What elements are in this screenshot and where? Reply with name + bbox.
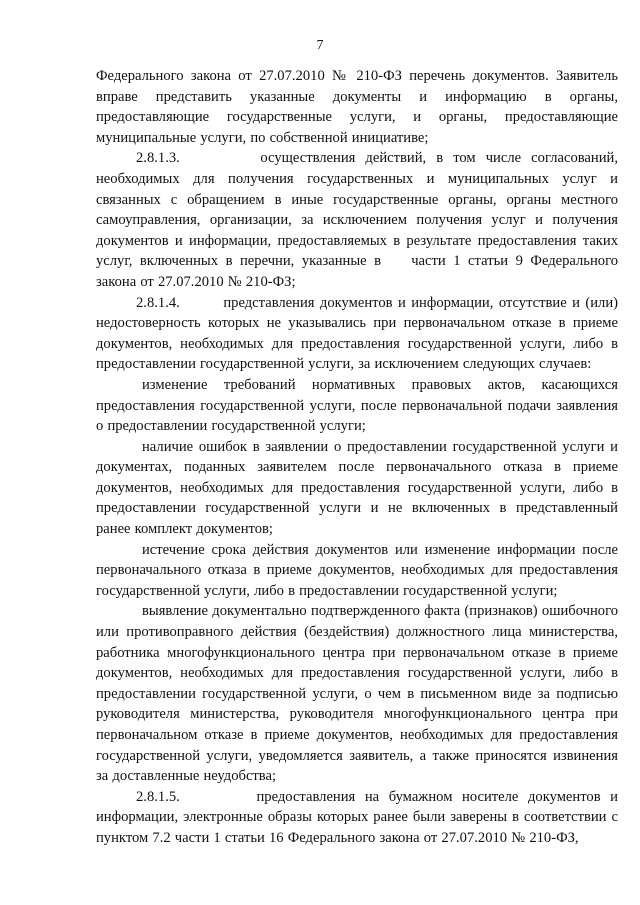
- page-number: 7: [316, 38, 324, 53]
- case-unlawful-action: выявление документально подтвержденного факта (признаков) ошибочного или противоправного действия (бездействия) должностного лица министерства, работника многофункционального центра при первоначальном отказе в приеме документов, необходимых для предоставления государственной услуги, либо в предоставлении государственной услуги, о чем в письменном виде за подписью руководителя министерства, руководителя многофункционального центра при первоначальном отказе в приеме документов, необходимых для предоставления государственной услуги, уведомляется заявитель, а также приносятся извинения за доставленные неудобства;: [96, 603, 618, 785]
- case-errors-in-application: наличие ошибок в заявлении о предоставлении государственной услуги и документах, поданных заявителем после первоначального отказа в приеме документов, необходимых для предоставления государственной услуги, либо в предоставлении государственной услуги и не включенных в представленный ранее комплект документов;: [96, 438, 618, 538]
- clause-2-8-1-5: 2.8.1.5. предоставления на бумажном носителе документов и информации, электронные образы которых ранее были заверены в соответствии с пунктом 7.2 части 1 статьи 16 Федерального закона от 27.07.2010 № 210-ФЗ,: [96, 788, 623, 846]
- clause-2-8-1-3: 2.8.1.3. осуществления действий, в том числе согласований, необходимых для получения государственных и муниципальных услуг и связанных с обращением в иные государственные органы, органы местного самоуправления, организации, за исключением получения услуг и получения документов и информации, предоставляемых в результате предоставления таких услуг, включенных в перечни, указанные в части 1 статьи 9 Федерального закона от 27.07.2010 № 210-ФЗ;: [96, 150, 623, 290]
- document-body: [96, 66, 623, 849]
- paragraph-continuation: Федерального закона от 27.07.2010 № 210-ФЗ перечень документов. Заявитель вправе представить указанные документы и информацию в органы, предоставляющие государственные услуги, и органы, предоставляющие муниципальные услуги, по собственной инициативе;: [96, 68, 618, 146]
- case-document-expiry: истечение срока действия документов или изменение информации после первоначального отказа в приеме документов, необходимых для предоставления государственной услуги, либо в предоставлении государственной услуги;: [96, 541, 618, 599]
- clause-2-8-1-4: 2.8.1.4. представления документов и информации, отсутствие и (или) недостоверность которых не указывались при первоначальном отказе в приеме документов, необходимых для предоставления государственной услуги, либо в предоставлении государственной услуги, за исключением следующих случаев:: [96, 294, 623, 373]
- case-requirements-change: изменение требований нормативных правовых актов, касающихся предоставления государственной услуги, после первоначальной подачи заявления о предоставлении государственной услуги;: [96, 376, 618, 435]
